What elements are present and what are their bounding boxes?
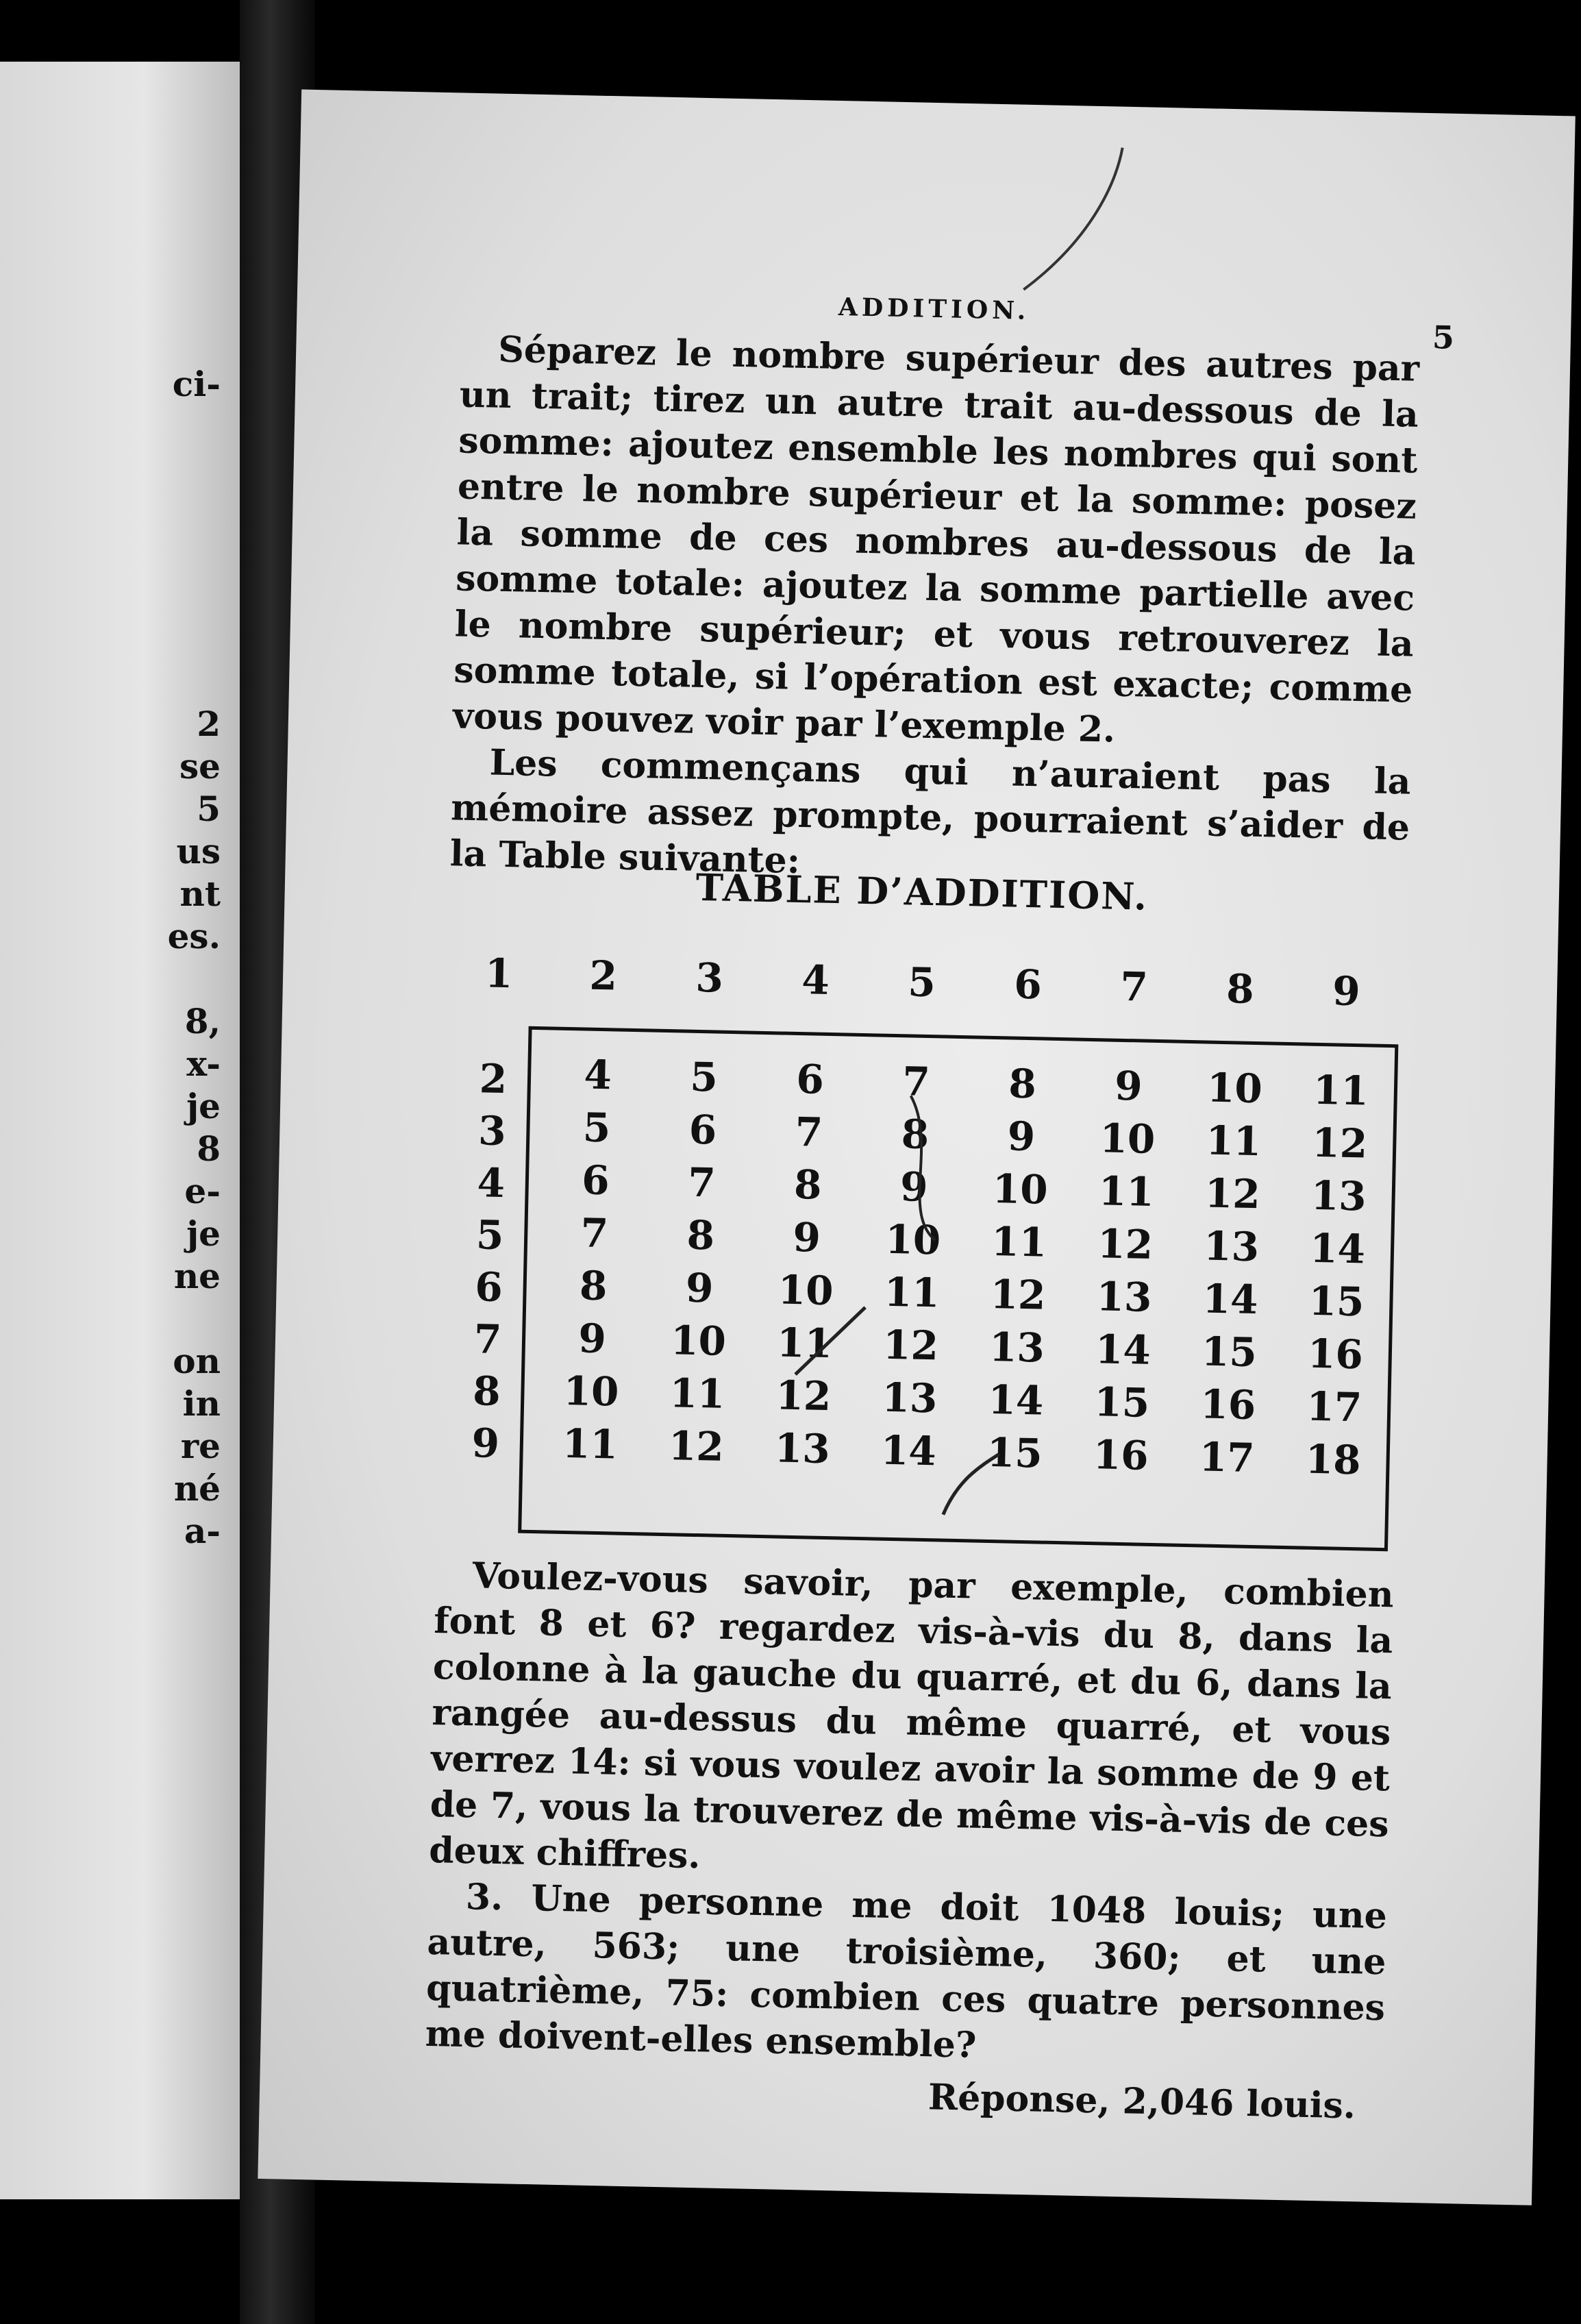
table-sum-cell: 15	[1308, 1277, 1365, 1326]
table-header-cell: 6	[1013, 961, 1043, 1009]
paragraph-2: Les commençans qui n’auraient pas la mémoire assez prompte, pourraient s’aider de la Table suivante:	[449, 741, 1412, 882]
table-row-label: 5	[475, 1211, 505, 1259]
left-edge-fragment: ci-	[172, 364, 221, 404]
table-sum-cell: 11	[1205, 1117, 1262, 1165]
table-sum-cell: 7	[795, 1108, 823, 1156]
table-row-label: 3	[477, 1107, 507, 1155]
table-sum-cell: 9	[792, 1213, 821, 1261]
table-sum-cell: 9	[577, 1315, 607, 1363]
paragraph-1: Séparez le nombre supérieur des autres par un trait; tirez un autre trait au-dessous de la somme: ajoutez ensemble les nombres qui sont entre le nombre supérieur et la somme: posez la somme de ces nombres au-dessous de la somme totale: ajoutez la somme partielle avec le nombre supérieur; et vous retrouverez la somme totale, si l’opération est exacte; comme vous pouvez voir par l’exemple 2.	[452, 328, 1420, 751]
left-edge-fragment	[168, 618, 221, 660]
left-edge-fragment: ne	[173, 1256, 221, 1296]
left-edge-fragment: je	[186, 1213, 221, 1254]
table-sum-cell: 12	[1311, 1119, 1368, 1167]
intro-text	[449, 325, 1420, 896]
table-sum-cell: 8	[901, 1111, 930, 1159]
left-edge-fragment	[168, 448, 221, 491]
table-sum-cell: 7	[901, 1058, 931, 1106]
left-edge-fragment	[168, 576, 221, 618]
table-header-cell: 3	[695, 954, 724, 1002]
table-sum-cell: 12	[1204, 1170, 1261, 1218]
table-sum-cell: 9	[685, 1264, 714, 1312]
table-sum-cell: 6	[795, 1055, 825, 1103]
table-sum-cell: 9	[1007, 1113, 1036, 1161]
left-edge-fragment: 5	[197, 789, 221, 829]
left-edge-fragment	[168, 958, 221, 1000]
table-sum-cell: 16	[1199, 1381, 1256, 1429]
table-header-cell: 8	[1225, 965, 1255, 1013]
table-sum-cell: 12	[882, 1321, 939, 1370]
table-sum-cell: 12	[668, 1422, 725, 1470]
paragraph-3: Voulez-vous savoir, par exemple, combien font 8 et 6? regardez vis-à-vis du 8, dans la colonne à la gauche du quarré, et du 6, dans la rangée au-dessus du même quarré, et vous verrez 14: si vous voulez avoir la somme de 9 et de 7, vous la trouverez de même vis-à-vis de ces deux chiffres.	[428, 1555, 1395, 1877]
right-page	[258, 90, 1575, 2205]
table-sum-cell: 18	[1305, 1435, 1362, 1484]
left-edge-fragment	[168, 1298, 221, 1340]
left-edge-fragment	[168, 660, 221, 703]
table-sum-cell: 14	[880, 1426, 937, 1475]
table-sum-cell: 8	[793, 1161, 823, 1209]
table-sum-cell: 5	[689, 1053, 719, 1101]
left-edge-fragment: 8,	[184, 1001, 221, 1041]
table-row-label: 8	[472, 1368, 501, 1416]
table-sum-cell: 13	[988, 1323, 1045, 1372]
left-edge-fragment: se	[179, 746, 221, 787]
table-sum-cell: 10	[992, 1165, 1049, 1213]
table-row-label: 4	[476, 1159, 506, 1207]
left-edge-fragment	[168, 406, 221, 448]
paragraph-4: 3. Une personne me doit 1048 louis; une autre, 563; une troisième, 360; et une quatrième, 75: combien ces quatre personnes me doivent-elles ensemble?	[425, 1876, 1388, 2066]
table-sum-cell: 11	[884, 1268, 941, 1317]
left-page-edge-text	[168, 363, 221, 1553]
table-sum-cell: 13	[1095, 1273, 1153, 1321]
left-edge-fragment: in	[182, 1383, 221, 1424]
table-sum-cell: 6	[581, 1157, 610, 1204]
table-sum-cell: 10	[1099, 1115, 1156, 1163]
table-sum-cell: 10	[777, 1266, 834, 1315]
table-sum-cell: 11	[991, 1217, 1047, 1266]
table-sum-cell: 7	[580, 1209, 609, 1257]
table-header-cell: 2	[588, 952, 618, 1000]
table-sum-cell: 11	[776, 1319, 833, 1368]
table-sum-cell: 8	[579, 1262, 608, 1310]
left-edge-fragment: es.	[167, 916, 221, 956]
pencil-mark-1	[1023, 146, 1122, 292]
table-sum-cell: 11	[562, 1420, 619, 1468]
table-sum-cell: 11	[1312, 1066, 1369, 1115]
table-header-cell: 7	[1119, 963, 1149, 1011]
table-sum-cell: 10	[670, 1317, 727, 1365]
table-sum-cell: 11	[1098, 1167, 1155, 1215]
left-edge-fragment: a-	[184, 1511, 221, 1551]
table-sum-cell: 12	[1097, 1220, 1154, 1268]
table-row-label: 9	[471, 1420, 500, 1467]
table-sum-cell: 14	[987, 1376, 1044, 1424]
table-sum-cell: 14	[1309, 1224, 1366, 1273]
page-number: 5	[1432, 319, 1455, 356]
addition-table-box	[518, 1026, 1398, 1551]
left-edge-fragment	[168, 491, 221, 533]
table-sum-cell: 12	[990, 1270, 1047, 1319]
left-edge-fragment: 2	[197, 704, 221, 744]
table-row-label: 2	[479, 1055, 508, 1103]
table-header-row	[447, 949, 1407, 1015]
table-sum-cell: 5	[582, 1104, 611, 1152]
left-edge-fragment: x-	[186, 1043, 221, 1084]
table-row-label: 6	[474, 1263, 503, 1311]
table-sum-cell: 14	[1095, 1326, 1151, 1374]
table-sum-cell: 8	[1008, 1060, 1037, 1108]
left-page-fragment	[0, 62, 240, 2199]
table-sum-cell: 12	[775, 1372, 832, 1420]
left-edge-fragment: nt	[179, 874, 221, 914]
table-header-cell: 1	[484, 950, 514, 998]
table-sum-cell: 17	[1306, 1383, 1362, 1431]
table-sum-cell: 13	[774, 1424, 831, 1473]
table-sum-cell: 9	[899, 1163, 929, 1211]
table-sum-cell: 13	[881, 1374, 938, 1422]
explanation-text	[425, 1552, 1394, 2077]
table-sum-cell: 14	[1202, 1275, 1259, 1324]
addition-table-grid	[536, 1050, 1395, 1490]
table-sum-cell: 16	[1307, 1330, 1364, 1379]
left-edge-fragment: je	[186, 1086, 221, 1126]
answer-line: Réponse, 2,046 louis.	[928, 2076, 1356, 2127]
left-edge-fragment: on	[173, 1341, 221, 1381]
table-sum-cell: 11	[669, 1370, 726, 1418]
table-sum-cell: 10	[562, 1367, 620, 1416]
running-head: ADDITION.	[838, 293, 1030, 325]
table-row-label: 7	[473, 1315, 502, 1363]
table-sum-cell: 8	[686, 1211, 715, 1259]
left-edge-fragment: 8	[197, 1128, 221, 1169]
left-edge-fragment: us	[176, 831, 221, 872]
table-sum-cell: 9	[1114, 1062, 1143, 1110]
left-edge-fragment: re	[180, 1426, 221, 1466]
table-sum-cell: 15	[986, 1429, 1043, 1477]
table-title: TABLE D’ADDITION.	[695, 865, 1149, 919]
left-edge-fragment: e-	[184, 1171, 221, 1211]
table-sum-cell: 6	[688, 1106, 717, 1154]
table-sum-cell: 10	[1206, 1064, 1263, 1113]
table-row-labels	[458, 1052, 521, 1470]
table-sum-cell: 4	[583, 1051, 612, 1099]
left-edge-fragment	[168, 533, 221, 576]
table-sum-cell: 10	[884, 1215, 941, 1264]
table-sum-cell: 15	[1093, 1379, 1150, 1426]
table-sum-cell: 7	[687, 1159, 717, 1207]
table-sum-cell: 15	[1201, 1328, 1258, 1376]
left-edge-fragment: né	[173, 1468, 221, 1509]
table-sum-cell: 13	[1203, 1222, 1260, 1271]
table-header-cell: 4	[801, 956, 830, 1004]
table-header-cell: 5	[907, 959, 936, 1006]
table-sum-cell: 13	[1310, 1172, 1367, 1220]
table-sum-cell: 16	[1093, 1431, 1149, 1479]
table-header-cell: 9	[1332, 967, 1361, 1015]
table-sum-cell: 17	[1199, 1433, 1256, 1482]
